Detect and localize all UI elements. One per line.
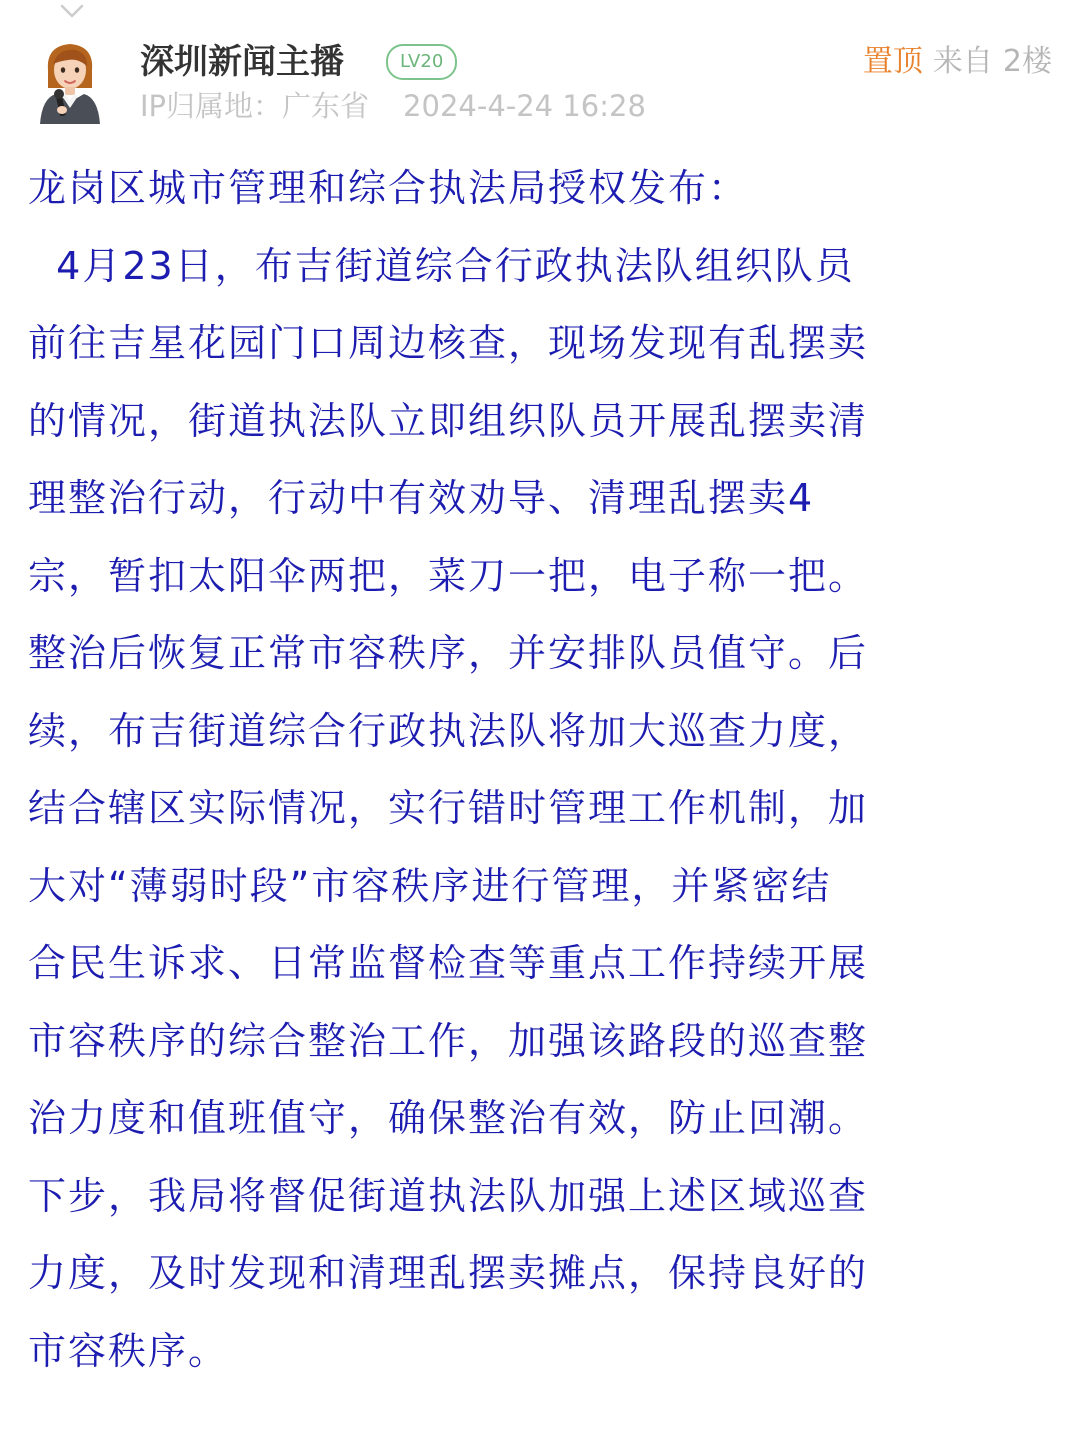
body-line: 整治后恢复正常市容秩序，并安排队员值守。后 xyxy=(28,631,869,675)
body-line: 市容秩序。 xyxy=(28,1328,229,1373)
post-body xyxy=(28,150,1058,1390)
body-line: 理整治行动，行动中有效劝导、清理乱摆卖4 xyxy=(28,476,815,520)
body-line: 4月23日，布吉街道综合行政执法队组织队员 xyxy=(28,243,855,288)
level-badge: LV20 xyxy=(386,44,457,80)
body-line: 治力度和值班值守，确保整治有效，防止回潮。 xyxy=(28,1096,869,1140)
body-line: 市容秩序的综合整治工作，加强该路段的巡查整 xyxy=(28,1018,869,1063)
source-label: 来自 xyxy=(932,44,993,79)
body-line: 下步，我局将督促街道执法队加强上述区域巡查 xyxy=(28,1173,869,1218)
body-line: 宗，暂扣太阳伞两把，菜刀一把，电子称一把。 xyxy=(28,553,869,598)
body-line: 结合辖区实际情况，实行错时管理工作机制，加 xyxy=(28,786,869,830)
post-time: 2024-4-24 16:28 xyxy=(403,89,646,123)
post-meta xyxy=(140,86,646,126)
body-line: 合民生诉求、日常监督检查等重点工作持续开展 xyxy=(28,941,869,985)
floor-label: 2楼 xyxy=(1002,44,1052,79)
avatar[interactable] xyxy=(34,36,106,124)
author-name[interactable]: 深圳新闻主播 xyxy=(140,42,344,82)
body-line: 前往吉星花园门口周边核查，现场发现有乱摆卖 xyxy=(28,321,869,365)
body-line: 续，布吉街道综合行政执法队将加大巡查力度， xyxy=(28,708,869,753)
pinned-badge: 置顶 xyxy=(862,44,923,79)
body-line: 力度，及时发现和清理乱摆卖摊点，保持良好的 xyxy=(28,1251,869,1295)
chevron-down-icon[interactable] xyxy=(58,2,86,22)
body-line: 龙岗区城市管理和综合执法局授权发布： xyxy=(28,166,749,210)
post-header xyxy=(0,30,1080,140)
body-line: 大对“薄弱时段”市容秩序进行管理，并紧密结 xyxy=(28,863,832,908)
ip-location: IP归属地：广东省 xyxy=(140,89,370,123)
post-status xyxy=(863,42,1052,82)
body-line: 的情况，街道执法队立即组织队员开展乱摆卖清 xyxy=(28,398,869,443)
